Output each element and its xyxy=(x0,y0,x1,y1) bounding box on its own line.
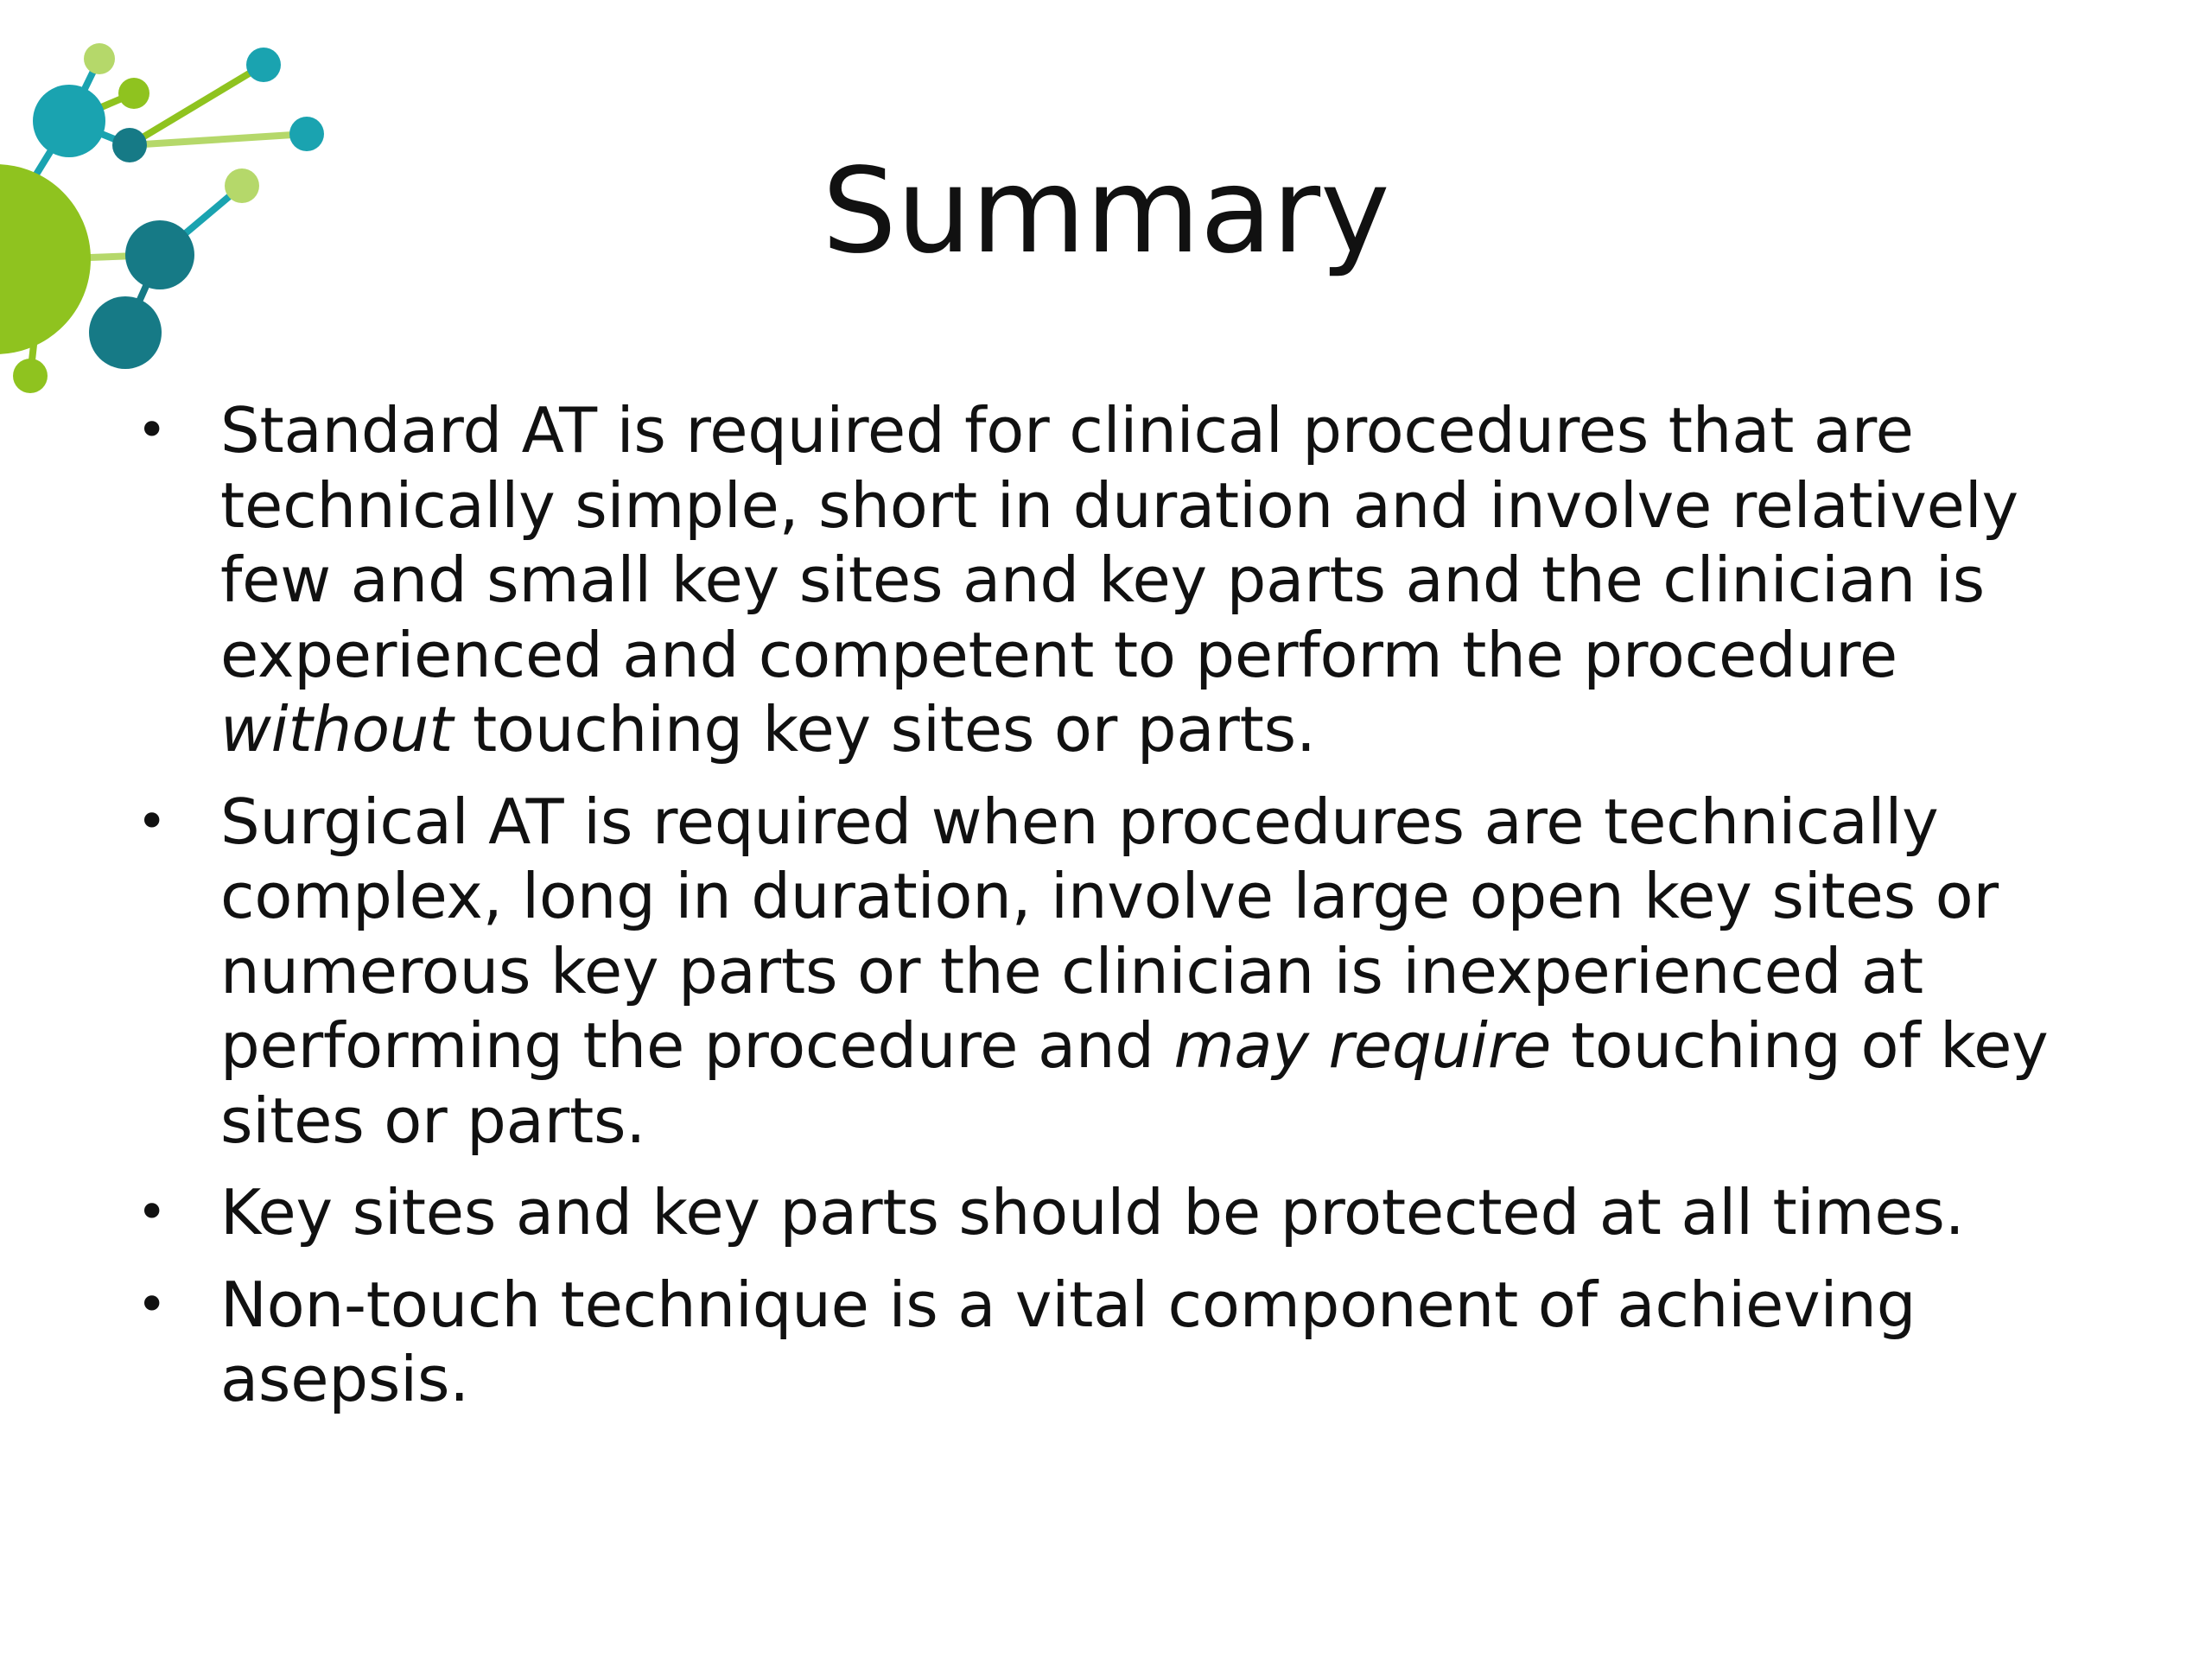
bullet-item-key-sites xyxy=(130,1175,2117,1250)
bullet-text: touching key sites or parts. xyxy=(453,693,1316,766)
bullet-emphasis: may require xyxy=(1173,1009,1552,1082)
bullet-marker: • xyxy=(137,400,168,461)
bullet-text: Non-touch technique is a vital component of achieving asepsis. xyxy=(220,1268,1916,1415)
bullet-emphasis: without xyxy=(220,693,454,766)
bullet-item-standard-at xyxy=(130,393,2117,767)
bullet-marker: • xyxy=(137,1182,168,1243)
bullet-item-non-touch xyxy=(130,1268,2117,1417)
bullet-text: Surgical AT is required when procedures are technically complex, long in duration, involve large open key sites or numerous key parts or the clinician is inexperienced at performing the procedure and xyxy=(220,785,1999,1082)
bullet-text: Standard AT is required for clinical procedures that are technically simple, short in duration and involve relatively few and small key sites and key parts and the clinician is experienced and competent to perform the procedure xyxy=(220,394,2018,691)
slide-title: Summary xyxy=(822,143,1390,280)
bullet-item-surgical-at xyxy=(130,785,2117,1159)
bullet-marker: • xyxy=(137,791,168,852)
bullet-text: Key sites and key parts should be protected at all times. xyxy=(220,1176,1965,1249)
bullet-list xyxy=(130,393,2117,1434)
bullet-marker: • xyxy=(137,1274,168,1335)
bullet-text: touching of key sites or parts. xyxy=(220,1009,2049,1157)
